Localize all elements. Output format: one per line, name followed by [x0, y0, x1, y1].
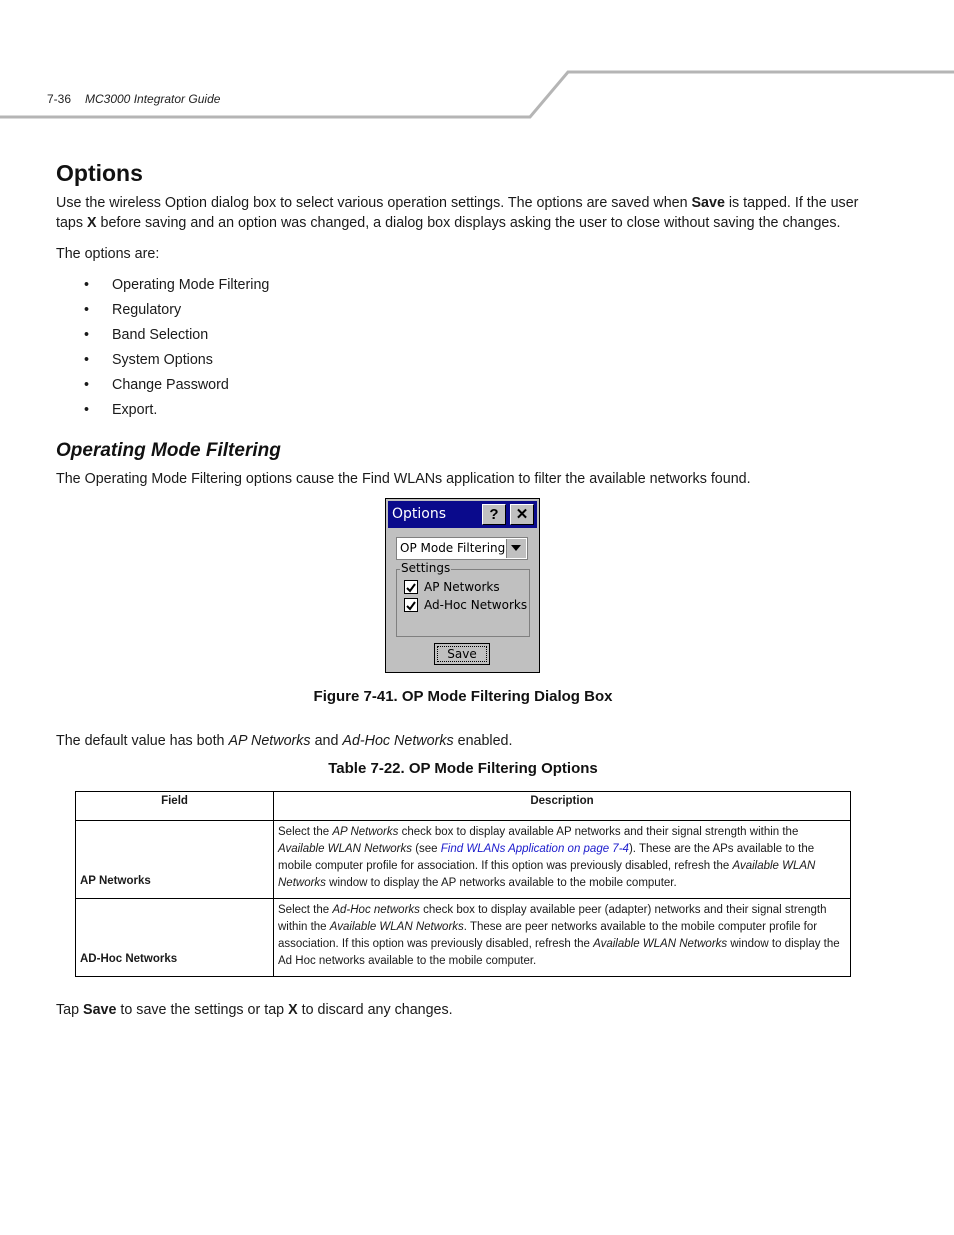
table-caption: Table 7-22. OP Mode Filtering Options — [328, 760, 598, 777]
list-item: • Change Password — [84, 374, 269, 399]
desc-text: (see — [412, 843, 441, 855]
intro-x-term: X — [87, 215, 97, 231]
desc-text: ). These are the APs available to the mobile computer profile for association. If this option was previously disabled, refresh the — [278, 843, 815, 872]
settings-group-label: Settings — [401, 561, 451, 575]
table-row — [76, 821, 851, 899]
default-text-3: enabled. — [453, 733, 513, 749]
intro-text-1: Use the wireless Option dialog box to select various operation settings. The options are saved when — [56, 195, 692, 211]
description-cell — [274, 899, 851, 977]
list-item: • System Options — [84, 349, 269, 374]
intro-paragraph — [56, 193, 886, 233]
desc-italic: AP Networks — [332, 826, 399, 838]
column-header-description: Description — [274, 792, 851, 821]
list-item: • Export. — [84, 399, 269, 424]
list-item: • Band Selection — [84, 324, 269, 349]
options-table — [75, 791, 851, 977]
desc-text: check box to display available AP networks and their signal strength within the — [398, 826, 799, 838]
dialog-title: Options — [392, 506, 447, 522]
checkmark-icon[interactable] — [404, 598, 418, 612]
default-text-1: The default value has both — [56, 733, 229, 749]
subsection-intro: The Operating Mode Filtering options cause the Find WLANs application to filter the available networks found. — [56, 471, 751, 487]
save-button[interactable] — [434, 643, 490, 665]
closing-text-2: to save the settings or tap — [116, 1002, 289, 1018]
close-button[interactable]: ✕ — [510, 504, 534, 525]
desc-text: check box to display available peer (adapter) networks and their signal strength within the — [278, 904, 827, 933]
default-adhoc-term: Ad-Hoc Networks — [342, 733, 454, 749]
subsection-title: Operating Mode Filtering — [56, 440, 281, 461]
desc-text: window to display the Ad Hoc networks available to the mobile computer. — [278, 938, 840, 967]
dropdown-value: OP Mode Filtering — [400, 541, 506, 555]
cross-reference-link[interactable]: Find WLANs Application on page 7-4 — [440, 843, 629, 855]
desc-italic: Available WLAN Networks — [278, 843, 413, 855]
desc-italic: Ad-Hoc networks — [332, 904, 420, 916]
closing-save-term: Save — [83, 1002, 117, 1018]
options-list — [84, 274, 269, 424]
checkbox-label: AP Networks — [424, 580, 500, 594]
desc-text: Select the — [278, 826, 333, 838]
desc-italic: Available WLAN Networks — [278, 860, 816, 889]
figure-caption: Figure 7-41. OP Mode Filtering Dialog Box — [313, 688, 613, 705]
table-header-row — [76, 792, 851, 821]
options-lead: The options are: — [56, 246, 160, 262]
desc-text: window to display the AP networks available to the mobile computer. — [325, 877, 677, 889]
intro-text-3: before saving and an option was changed, a dialog box displays asking the user to close without saving the changes. — [96, 215, 841, 231]
default-ap-term: AP Networks — [228, 733, 311, 749]
table-row — [76, 899, 851, 977]
field-cell: AP Networks — [76, 821, 274, 899]
settings-group — [396, 561, 530, 637]
intro-save-term: Save — [691, 195, 725, 211]
default-text-2: and — [310, 733, 343, 749]
desc-italic: Available WLAN Networks — [593, 938, 728, 950]
closing-text-1: Tap — [56, 1002, 84, 1018]
closing-paragraph — [56, 1000, 886, 1020]
checkmark-icon[interactable] — [404, 580, 418, 594]
save-button-label: Save — [437, 646, 487, 662]
chevron-down-icon[interactable] — [506, 539, 526, 558]
desc-italic: Available WLAN Networks — [329, 921, 464, 933]
section-title: Options — [56, 160, 143, 186]
options-dialog — [385, 498, 540, 673]
default-value-text — [56, 731, 886, 751]
list-item: • Regulatory — [84, 299, 269, 324]
closing-x-term: X — [288, 1002, 298, 1018]
intro-text-2: is tapped. If the user taps — [56, 195, 859, 231]
mode-dropdown[interactable] — [396, 537, 528, 560]
running-header-title: MC3000 Integrator Guide — [85, 92, 221, 106]
dialog-titlebar — [388, 501, 537, 528]
page-number: 7-36 — [47, 92, 72, 106]
help-button[interactable]: ? — [482, 504, 506, 525]
description-cell — [274, 821, 851, 899]
header-rule — [0, 0, 954, 130]
list-item: • Operating Mode Filtering — [84, 274, 269, 299]
closing-text-3: to discard any changes. — [297, 1002, 453, 1018]
column-header-field: Field — [76, 792, 274, 821]
field-cell: AD-Hoc Networks — [76, 899, 274, 977]
desc-text: . These are peer networks available to the mobile computer profile for association. If this option was previously disabled, refresh the — [278, 921, 818, 950]
checkbox-label: Ad-Hoc Networks — [424, 598, 528, 612]
desc-text: Select the — [278, 904, 333, 916]
